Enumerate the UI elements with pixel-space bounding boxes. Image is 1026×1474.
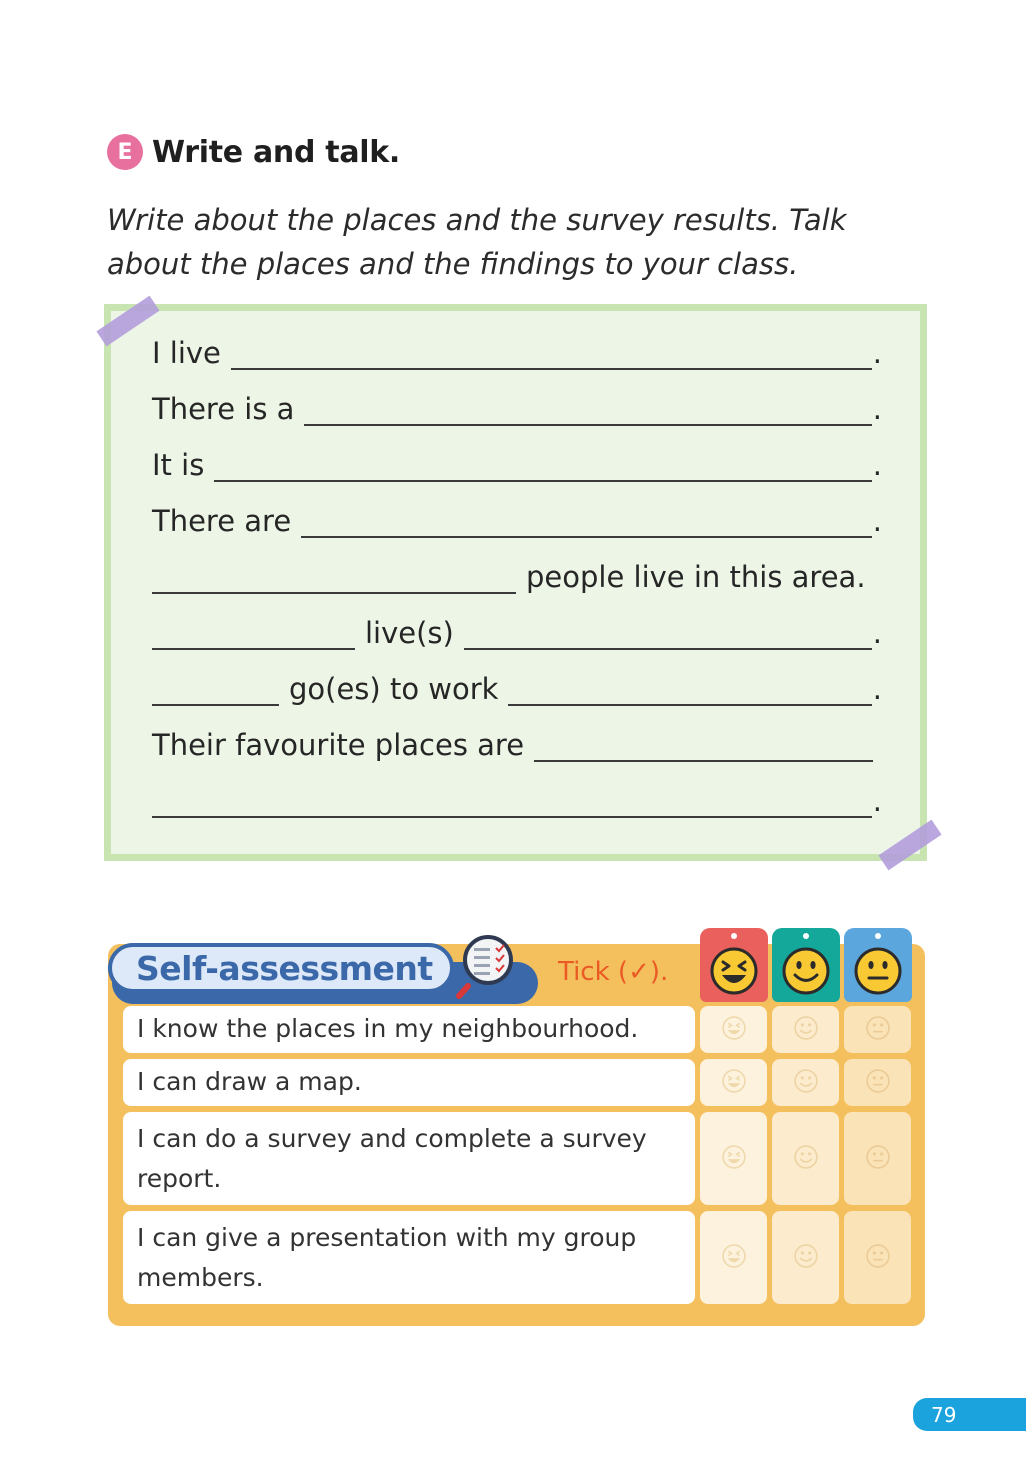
frame-line-6 xyxy=(152,610,882,650)
instruction-line: about the places and the findings to your class. xyxy=(107,247,799,281)
tick-cell[interactable] xyxy=(700,1112,767,1205)
laughing-face-icon xyxy=(721,1068,747,1098)
answer-blank[interactable] xyxy=(152,670,279,706)
answer-blank[interactable] xyxy=(214,446,871,482)
instruction-line: Write about the places and the survey results. Talk xyxy=(107,203,847,237)
answer-blank[interactable] xyxy=(301,502,872,538)
smiling-face-icon xyxy=(793,1015,819,1045)
answer-blank[interactable] xyxy=(152,782,872,818)
neutral-face-icon xyxy=(865,1144,891,1174)
frame-text: There is a xyxy=(152,392,295,426)
statement-row: I can do a survey and complete a survey report. xyxy=(123,1112,695,1205)
frame-text: I live xyxy=(152,336,221,370)
statement-row: I can give a presentation with my group members. xyxy=(123,1211,695,1304)
frame-period: . xyxy=(872,784,882,818)
frame-text: live(s) xyxy=(365,616,454,650)
answer-blank[interactable] xyxy=(534,726,873,762)
frame-text: It is xyxy=(152,448,205,482)
frame-line-5 xyxy=(152,554,882,594)
answer-blank[interactable] xyxy=(152,614,355,650)
face-header-neutral xyxy=(844,928,912,1002)
statement-row: I can draw a map. xyxy=(123,1059,695,1106)
tick-cell[interactable] xyxy=(844,1006,911,1053)
frame-line-8 xyxy=(152,722,882,762)
tick-cell[interactable] xyxy=(700,1006,767,1053)
tick-cell[interactable] xyxy=(844,1211,911,1304)
frame-period: . xyxy=(872,504,882,538)
tick-instruction: Tick (✓). xyxy=(558,957,669,987)
tick-cell[interactable] xyxy=(844,1112,911,1205)
tick-cell[interactable] xyxy=(844,1059,911,1106)
statement-row: I know the places in my neighbourhood. xyxy=(123,1006,695,1053)
self-assessment-title: Self-assessment xyxy=(108,943,454,993)
frame-period: . xyxy=(872,672,882,706)
tick-cell[interactable] xyxy=(700,1211,767,1304)
frame-line-7 xyxy=(152,666,882,706)
frame-text: There are xyxy=(152,504,292,538)
face-header-laughing xyxy=(700,928,768,1002)
smiling-face-icon xyxy=(781,946,831,996)
face-header-smiling xyxy=(772,928,840,1002)
answer-blank[interactable] xyxy=(152,558,516,594)
neutral-face-icon xyxy=(853,946,903,996)
laughing-face-icon xyxy=(721,1015,747,1045)
tick-cell[interactable] xyxy=(772,1059,839,1106)
tick-cell[interactable] xyxy=(772,1006,839,1053)
frame-text: go(es) to work xyxy=(289,672,499,706)
smiling-face-icon xyxy=(793,1243,819,1273)
frame-line-3 xyxy=(152,442,882,482)
frame-period: . xyxy=(872,448,882,482)
section-title: Write and talk. xyxy=(152,134,401,170)
tick-cell[interactable] xyxy=(772,1112,839,1205)
answer-blank[interactable] xyxy=(508,670,871,706)
frame-period: . xyxy=(872,392,882,426)
smiling-face-icon xyxy=(793,1068,819,1098)
neutral-face-icon xyxy=(865,1068,891,1098)
frame-text: people live in this area. xyxy=(526,560,866,594)
section-heading xyxy=(107,134,400,170)
laughing-face-icon xyxy=(709,946,759,996)
magnifier-checklist-icon xyxy=(456,934,522,1000)
laughing-face-icon xyxy=(721,1144,747,1174)
neutral-face-icon xyxy=(865,1243,891,1273)
neutral-face-icon xyxy=(865,1015,891,1045)
page-number: 79 xyxy=(913,1398,1026,1431)
frame-period: . xyxy=(872,336,882,370)
frame-line-4 xyxy=(152,498,882,538)
instructions xyxy=(107,198,907,286)
frame-line-1 xyxy=(152,330,882,370)
frame-text: Their favourite places are xyxy=(152,728,525,762)
frame-line-9 xyxy=(152,778,882,818)
tick-cell[interactable] xyxy=(700,1059,767,1106)
answer-blank[interactable] xyxy=(304,390,871,426)
smiling-face-icon xyxy=(793,1144,819,1174)
frame-period: . xyxy=(872,616,882,650)
frame-line-2 xyxy=(152,386,882,426)
section-badge: E xyxy=(107,134,143,170)
answer-blank[interactable] xyxy=(464,614,872,650)
answer-blank[interactable] xyxy=(231,334,872,370)
tick-cell[interactable] xyxy=(772,1211,839,1304)
laughing-face-icon xyxy=(721,1243,747,1273)
